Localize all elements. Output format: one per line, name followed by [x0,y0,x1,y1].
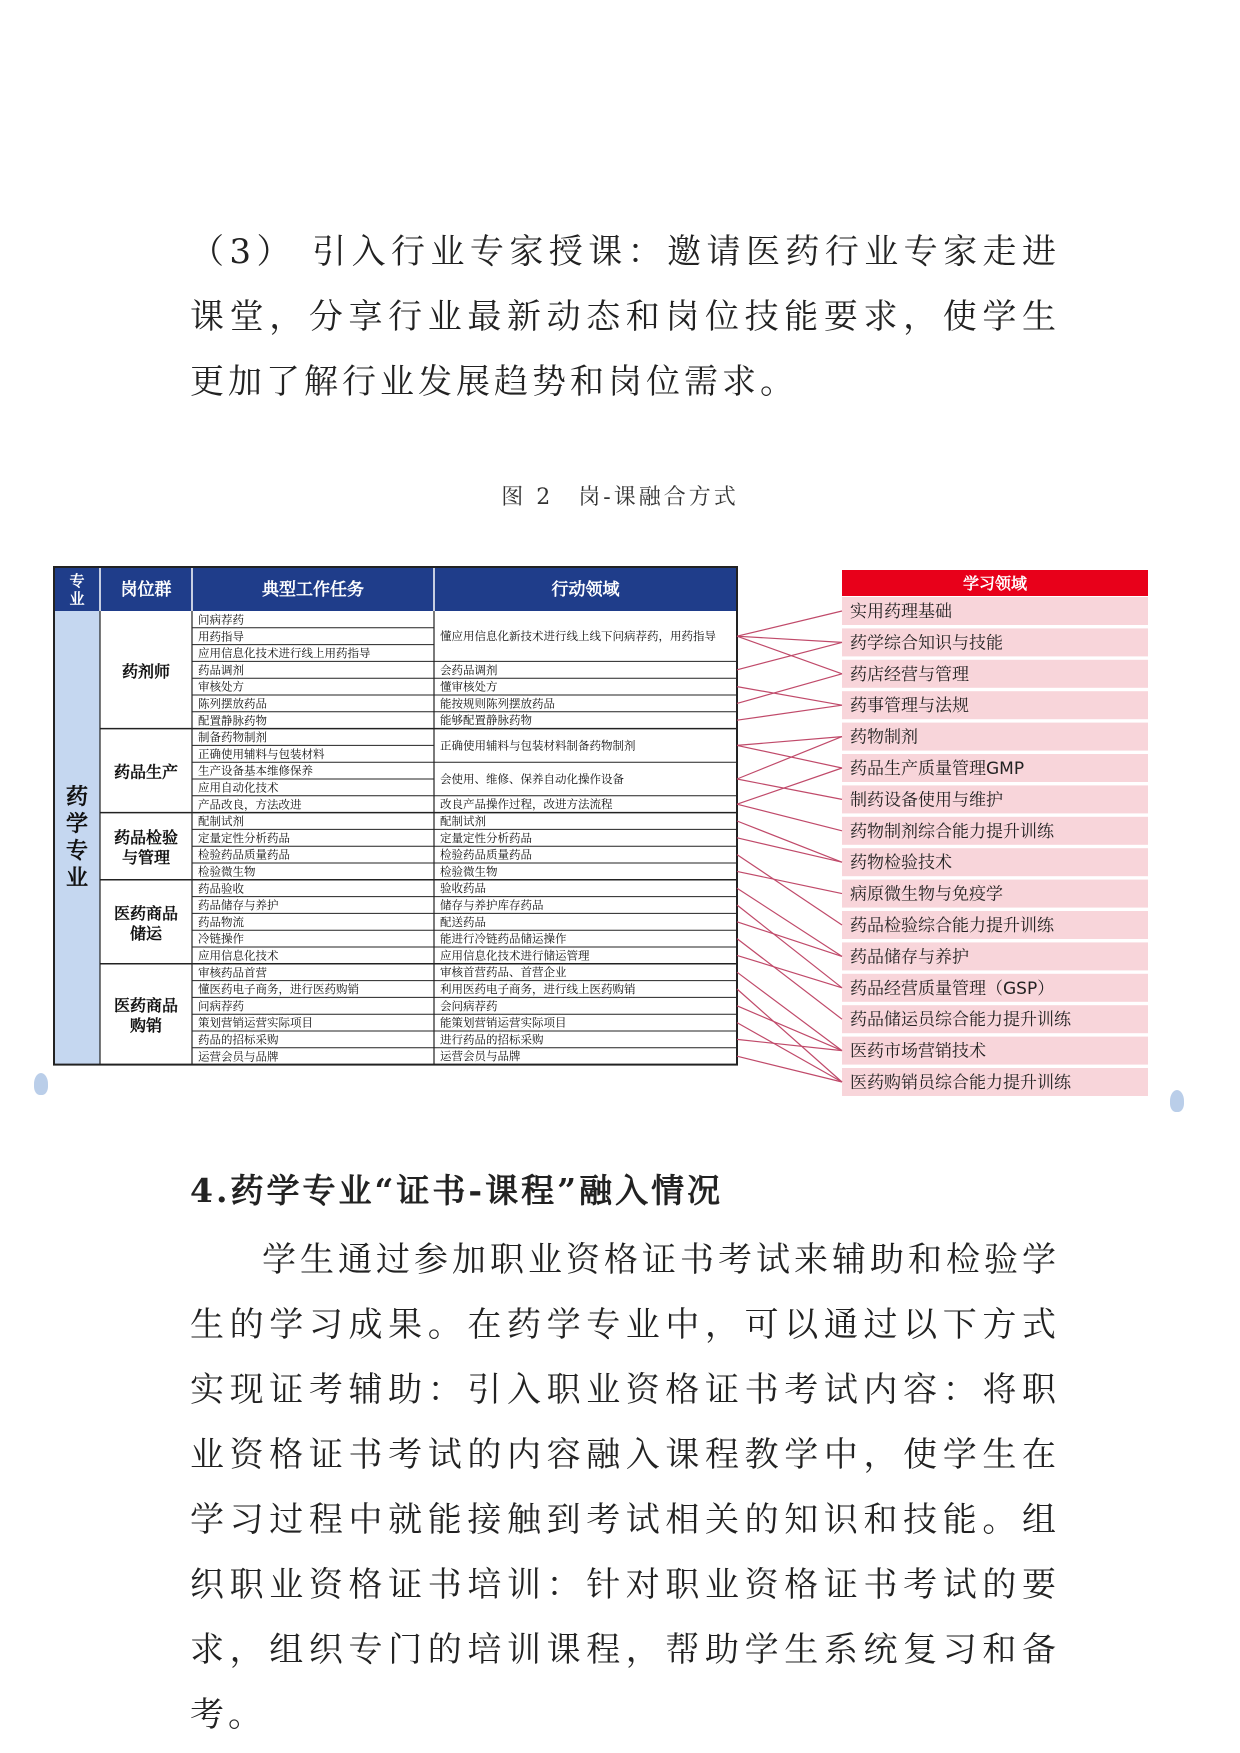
learning-item-text: 药品检验综合能力提升训练 [850,916,1054,936]
header-2: 典型工作任务 [262,580,364,600]
learning-item-text: 药品经营质量管理（GSP） [850,978,1055,999]
group-name-2-1: 与管理 [121,848,171,868]
task-text: 冷链操作 [198,931,244,946]
learning-item-text: 药品储存与养护 [850,947,969,968]
major-char-1: 学 [65,811,89,837]
body-paragraph: 学生通过参加职业资格证书考试来辅助和检验学生的学习成果。在药学专业中，可以通过以下方式实现证考辅助：引入职业资格证书考试内容：将职业资格证书考试的内容融入课程教学中，使学生在学习过程中就能接触到考试相关的知识和技能。组织职业资格证书培训：针对职业资格证书考试的要求，组织专门的培训课程，帮助学生系统复习和备考。 [190,1240,1060,1735]
action-text: 能按规则陈列摆放药品 [440,696,555,711]
link-line-11 [737,768,842,804]
task-text: 应用信息化技术进行线上用药指导 [198,646,371,661]
task-text: 应用信息化技术 [198,948,279,963]
task-text: 药品的招标采购 [198,1032,279,1047]
learning-header-text: 学习领域 [962,574,1028,593]
action-text: 改良产品操作过程，改进方法流程 [440,797,613,812]
task-text: 问病荐药 [198,612,244,627]
task-text: 应用自动化技术 [198,780,279,795]
action-text: 配制试剂 [440,814,486,828]
intro-paragraph: （3） 引入行业专家授课：邀请医药行业专家走进课堂，分享行业最新动态和岗位技能要求，使学生更加了解行业发展趋势和岗位需求。 [190,232,1060,402]
action-text: 定量定性分析药品 [440,830,532,845]
task-text: 检验药品质量药品 [198,847,290,862]
major-char-2: 专 [65,838,89,864]
task-text: 检验微生物 [198,864,256,879]
action-text: 检验微生物 [440,864,498,879]
action-text: 懂审核处方 [440,679,498,694]
link-line-27 [737,1056,842,1082]
link-line-6 [737,705,842,720]
group-name-4-0: 医药商品 [113,996,179,1016]
header-3: 行动领域 [551,580,620,600]
task-text: 制备药物制剂 [198,730,267,745]
header-major-2: 业 [69,590,85,608]
task-text: 配置静脉药物 [198,713,267,728]
task-text: 审核药品首营 [198,965,267,980]
link-line-10 [737,779,842,799]
action-text: 能进行冷链药品储运操作 [440,931,567,946]
action-text: 能够配置静脉药物 [440,713,532,728]
task-text: 懂医药电子商务，进行医药购销 [198,982,359,997]
action-text: 懂应用信息化新技术进行线上线下问病荐药，用药指导 [440,629,716,644]
link-line-24 [737,1006,842,1051]
action-text: 审核首营药品、首营企业 [440,965,567,980]
link-line-5 [737,674,842,704]
action-text: 验收药品 [440,881,486,896]
task-text: 生产设备基本维修保养 [198,763,313,778]
group-name-0-0: 药剂师 [121,661,171,681]
task-text: 策划营销运营实际项目 [198,1015,313,1030]
link-line-3 [737,642,842,669]
group-name-3-0: 医药商品 [113,903,179,923]
link-line-4 [737,687,842,706]
learning-item-text: 病原微生物与免疫学 [850,884,1003,905]
learning-item-text: 药物制剂综合能力提升训练 [850,821,1054,842]
learning-item-text: 药店经营与管理 [850,664,969,685]
task-text: 定量定性分析药品 [198,830,290,845]
action-text: 配送药品 [440,914,486,929]
task-text: 正确使用辅料与包装材料 [198,746,325,761]
action-text: 利用医药电子商务，进行线上医药购销 [440,982,636,996]
task-text: 陈列摆放药品 [198,696,267,711]
major-column-bg [54,611,100,1065]
header-major-1: 专 [69,572,85,590]
header-1: 岗位群 [120,580,172,600]
group-name-1-0: 药品生产 [113,762,179,782]
task-text: 药品验收 [198,881,244,896]
decorative-drop-left [34,1073,48,1095]
learning-item-text: 药事管理与法规 [850,696,969,717]
section-heading: 4.药学专业“证书-课程”融入情况 [190,1171,724,1210]
task-text: 药品物流 [198,914,244,929]
link-line-8 [737,745,842,768]
learning-item-text: 医药购销员综合能力提升训练 [850,1073,1071,1093]
action-text: 应用信息化技术进行储运管理 [440,948,590,963]
link-line-23 [737,989,842,1082]
task-text: 问病荐药 [198,998,244,1013]
task-text: 产品改良，方法改进 [198,797,302,812]
learning-item-text: 药品储运员综合能力提升训练 [850,1010,1071,1031]
major-char-0: 药 [65,784,89,810]
action-text: 正确使用辅料与包装材料制备药物制剂 [440,738,636,753]
task-text: 审核处方 [198,679,244,694]
action-text: 运营会员与品牌 [440,1049,521,1064]
learning-item-text: 药学综合知识与技能 [850,633,1003,654]
task-text: 用药指导 [198,629,244,644]
action-text: 检验药品质量药品 [440,847,532,862]
task-text: 配制试剂 [198,814,244,829]
task-text: 运营会员与品牌 [198,1049,279,1064]
learning-item-text: 药品生产质量管理GMP [850,759,1025,779]
link-line-7 [737,737,842,746]
figure-caption: 图 2 岗-课融合方式 [501,485,739,510]
link-line-21 [737,955,842,987]
link-line-9 [737,737,842,779]
task-text: 药品调剂 [198,662,244,677]
group-name-3-1: 储运 [129,923,163,943]
action-text: 储存与养护库存药品 [440,898,544,912]
learning-item-text: 制药设备使用与维护 [850,790,1003,811]
action-text: 会问病荐药 [440,998,498,1013]
action-text: 能策划营销运营实际项目 [440,1015,567,1030]
action-text: 进行药品的招标采购 [440,1032,544,1047]
learning-item-text: 药物检验技术 [850,853,952,874]
action-text: 会使用、维修、保养自动化操作设备 [440,772,624,786]
link-line-22 [737,972,842,1050]
learning-item-text: 药物制剂 [850,727,918,748]
link-line-26 [737,1039,842,1050]
link-line-25 [737,1023,842,1082]
major-char-3: 业 [65,865,89,891]
link-line-0 [737,611,842,636]
learning-item-text: 实用药理基础 [850,602,952,622]
action-text: 会药品调剂 [440,662,498,677]
group-name-2-0: 药品检验 [113,828,179,848]
learning-item-text: 医药市场营销技术 [850,1041,986,1062]
post-course-figure [52,565,1177,1110]
group-name-4-1: 购销 [129,1016,163,1036]
task-text: 药品储存与养护 [198,898,279,913]
